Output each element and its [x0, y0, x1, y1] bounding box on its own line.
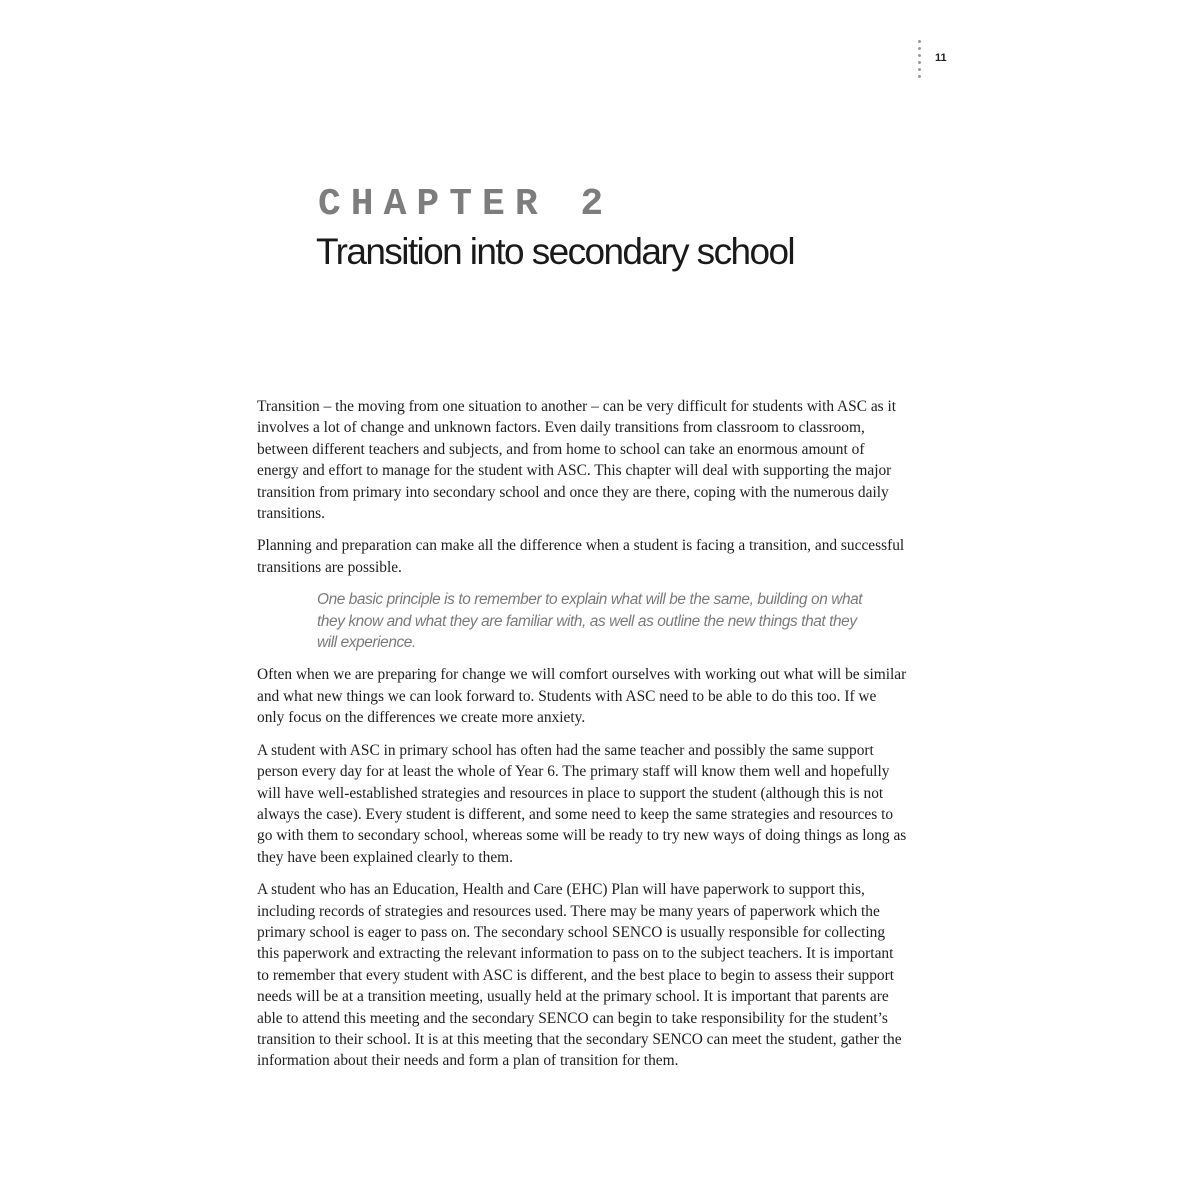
body-text	[257, 396, 907, 1083]
marker-dot	[918, 68, 921, 71]
paragraph-4: A student with ASC in primary school has often had the same teacher and possibly the same support person every day for at least the whole of Year 6. The primary staff will know them well and hopefully will have well-established strategies and resources in place to support the student (although this is not always the case). Every student is different, and some need to keep the same strategies and resources to go with them to secondary school, whereas some will be ready to try new ways of doing things as long as they have been explained clearly to them.	[257, 741, 907, 866]
chapter-title: Transition into secondary school	[316, 231, 795, 272]
paragraph-1: Transition – the moving from one situation to another – can be very difficult for students with ASC as it involves a lot of change and unknown factors. Even daily transitions from classroom to classroom, between different teachers and subjects, and from home to school can take an enormous amount of energy and effort to manage for the student with ASC. This chapter will deal with supporting the major transition from primary into secondary school and once they are there, coping with the numerous daily transitions.	[257, 398, 897, 523]
pull-quote: One basic principle is to remember to explain what will be the same, building on what they know and what they are familiar with, as well as outline the new things that they will experience.	[317, 591, 863, 652]
marker-dot	[918, 40, 921, 43]
paragraph-5: A student who has an Education, Health and Care (EHC) Plan will have paperwork to support this, including records of strategies and resources used. There may be many years of paperwork which the primary school is eager to pass on. The secondary school SENCO is usually responsible for collecting this paperwork and extracting the relevant information to pass on to the subject teachers. It is important to remember that every student with ASC is different, and the best place to begin to assess their support needs will be at a transition meeting, usually held at the primary school. It is important that parents are able to attend this meeting and the secondary SENCO can begin to take responsibility for the student’s transition to their school. It is at this meeting that the secondary SENCO can meet the student, gather the information about their needs and form a plan of transition for them.	[257, 881, 902, 1070]
paragraph-2: Planning and preparation can make all the difference when a student is facing a transition, and successful transitions are possible.	[257, 537, 905, 576]
page-number: 11	[935, 52, 947, 64]
marker-dot	[918, 61, 921, 64]
marker-dot	[918, 47, 921, 50]
marker-dot	[918, 75, 921, 78]
marker-dot	[918, 54, 921, 57]
page-marker-dots	[917, 40, 921, 78]
chapter-label: CHAPTER 2	[318, 183, 614, 226]
paragraph-3: Often when we are preparing for change we will comfort ourselves with working out what will be similar and what new things we can look forward to. Students with ASC need to be able to do this too. If we only focus on the differences we create more anxiety.	[257, 666, 907, 727]
